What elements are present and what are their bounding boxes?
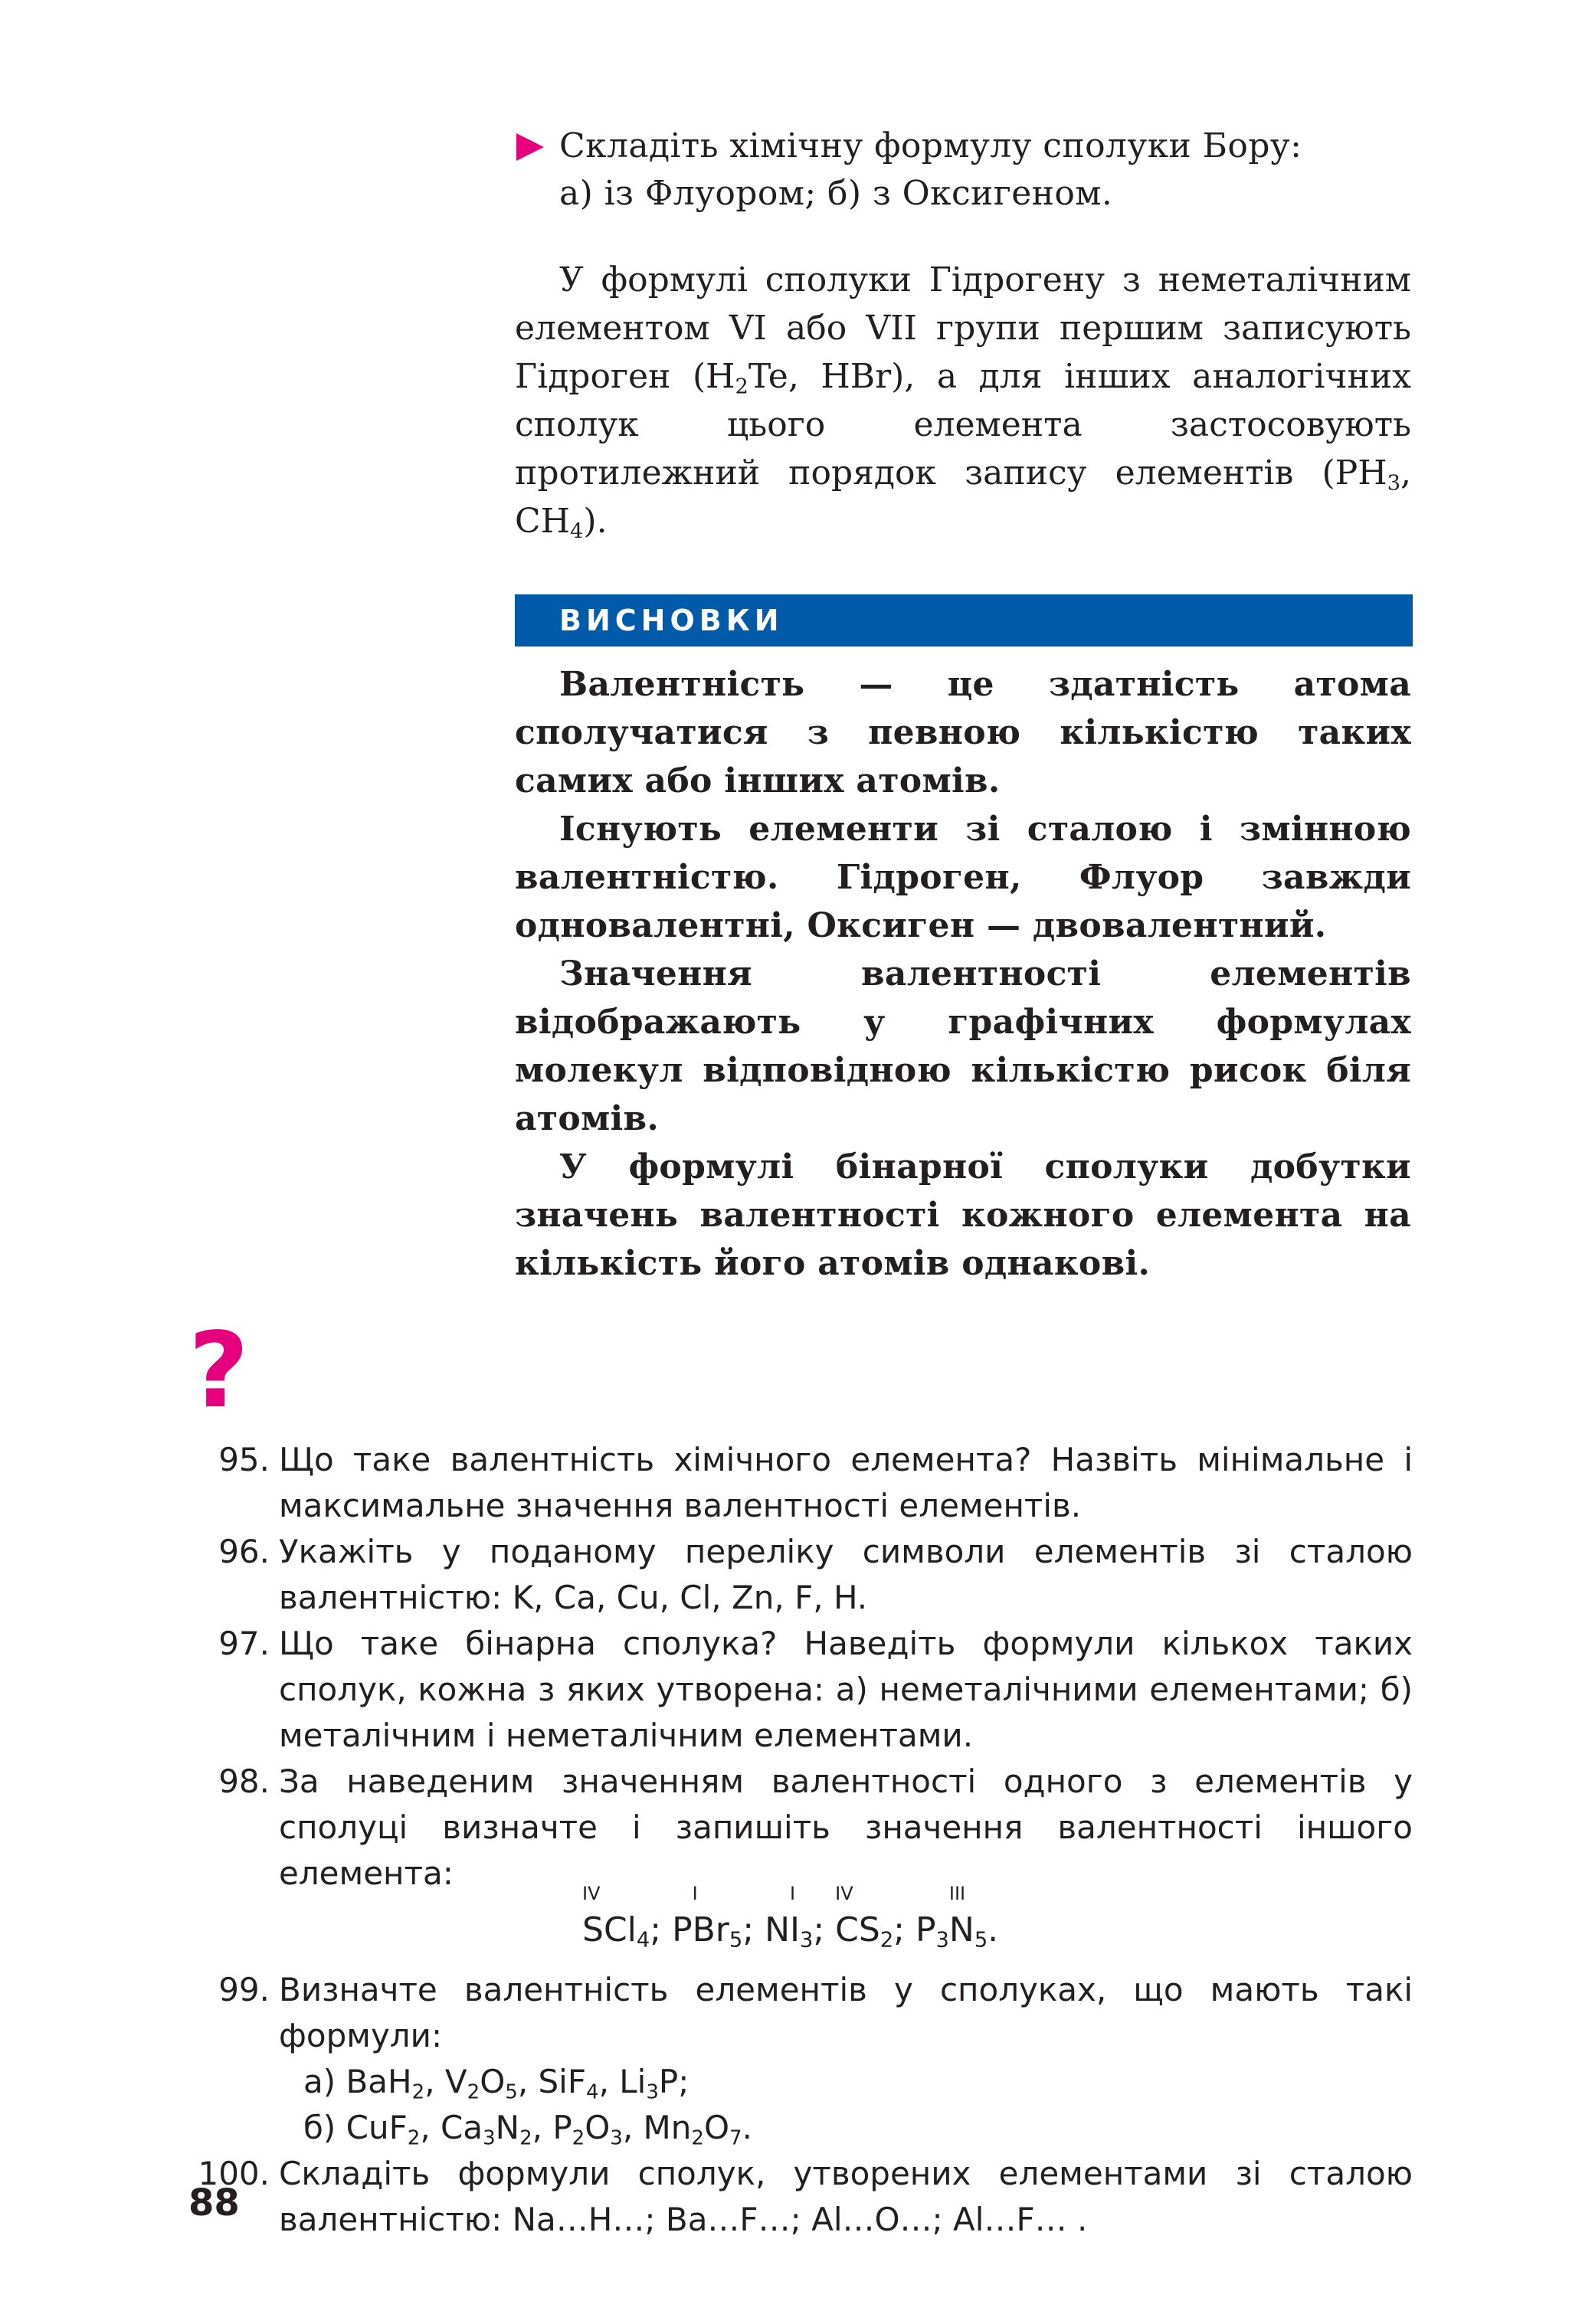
conclusion-item: Існують елементи зі сталою і змінною валентністю. Гідроген, Флуор завжди одновалентні, Оксиген — двовалентний. [515,810,1411,945]
question-text: За наведеним значенням валентності одного з елементів у сполуці визначте і запишіть значення валентності іншого елемента: [279,1763,1413,1892]
questions-list [184,1437,1413,2243]
question-text: Що таке бінарна сполука? Наведіть формули кількох таких сполук, кожна з яких утворена: а) неметалічними елементами; б) металічним і неметалічним елементами. [279,1625,1413,1754]
question-100 [184,2151,1413,2243]
question-95 [184,1437,1413,1529]
question-number: 96. [218,1533,270,1570]
conclusion-item: У формулі бінарної сполуки добутки значень валентності кожного елемента на кількість його атомів однакові. [515,1147,1411,1283]
task-line-2: а) із Флуором; б) з Оксигеном. [559,174,1113,213]
question-99-a: а) BaH$_2$, $V_2O_5$, SiF$_4$, $Li_3P$; [303,2063,690,2104]
task-block [515,123,1411,218]
question-mark-icon: ? [188,1311,249,1432]
question-text: Визначте валентність елементів у сполуках, що мають такі формули: [279,1971,1413,2054]
page-number: 88 [188,2182,240,2224]
question-98 [184,1759,1413,1897]
question-text: Укажіть у поданому переліку символи елементів зі сталою валентністю: K, Ca, Cu, Cl, Zn, F, H. [279,1533,1413,1616]
question-number: 97. [218,1625,270,1662]
question-text: Що таке валентність хімічного елемента? Назвіть мінімальне і максимальне значення валентності елементів. [279,1441,1413,1524]
hydrogen-paragraph: У формулі сполуки Гідрогену з неметалічним елементом VI або VII групи першим записують Гідроген ($H_2Te$, HBr), а для інших аналогічних сполук цього елемента застосовують протилежний порядок запису елементів ($PH_3$, $CH_4$). [515,260,1411,544]
task-line-1: Складіть хімічну формулу сполуки Бору: [559,126,1302,165]
question-number: 95. [218,1441,270,1478]
valence-formulas: IV SCl$_4$; P I $Br_5$; N I $I_3$; IV $CS_2$; $P_3$ III $N_5$. [582,1883,999,1952]
question-99-b: б) CuF$_2$, $Ca_3N_2$, $P_2O_3$, $Mn_2O_7$. [303,2109,752,2150]
question-text: Складіть формули сполук, утворених елементами зі сталою валентністю: Na…H…; Ba…F…; Al…O…; Al…F… . [279,2155,1413,2238]
question-99 [184,1967,1413,2059]
question-96 [184,1529,1413,1621]
conclusion-item: Значення валентності елементів відображають у графічних формулах молекул відповідною кількістю рисок біля атомів. [515,954,1411,1138]
conclusion-item: Валентність — це здатність атома сполучатися з певною кількістю таких самих або інших атомів. [515,665,1411,800]
triangle-marker-icon [516,133,544,161]
conclusions-heading: ВИСНОВКИ [559,604,784,637]
question-number: 98. [218,1763,270,1800]
question-number: 99. [218,1971,270,2008]
conclusions-banner [515,594,1413,646]
conclusions-text [515,660,1411,1288]
question-number: 100. [198,2155,270,2192]
question-97 [184,1621,1413,1759]
